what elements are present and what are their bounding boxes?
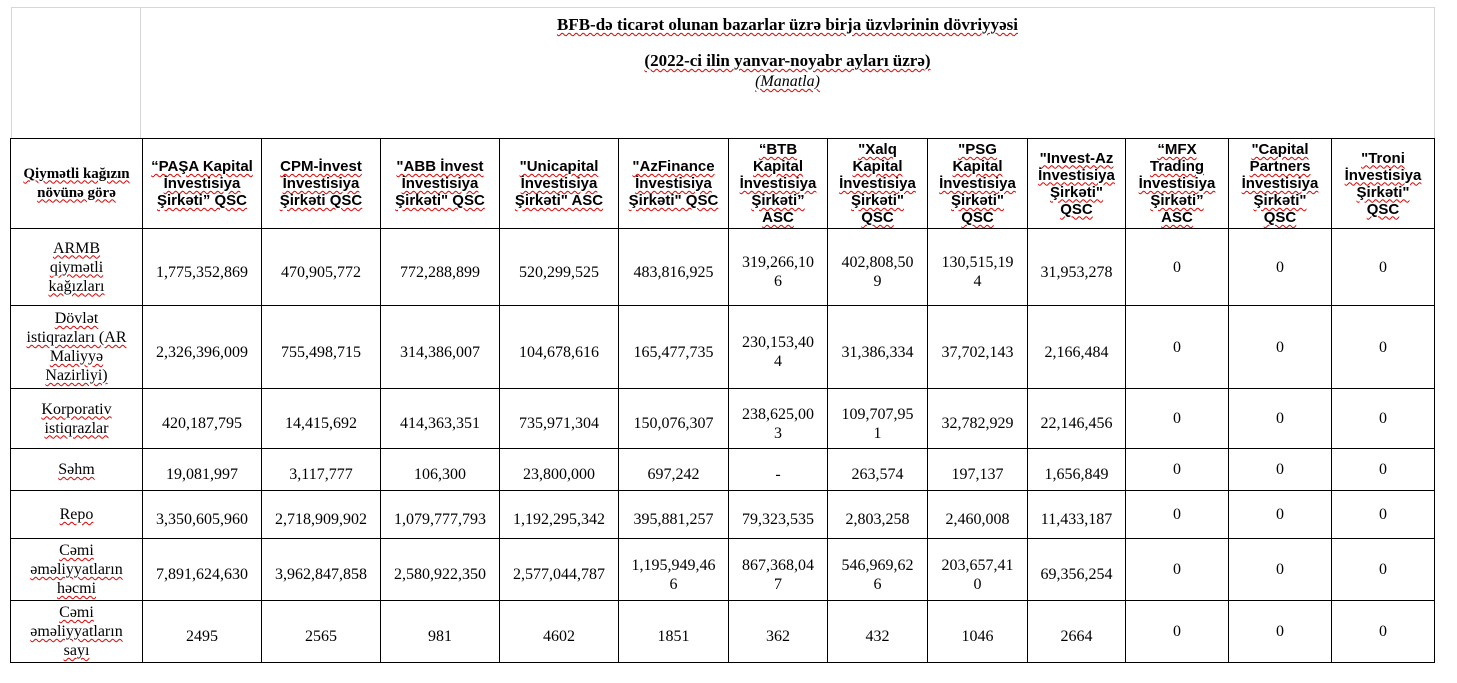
data-cell: 3,350,605,960: [143, 491, 262, 539]
document-subtitle: (2022-ci ilin yanvar-noyabr ayları üzrə): [644, 51, 931, 70]
data-cell: 109,707,951: [828, 389, 928, 449]
data-cell: 31,386,334: [828, 306, 928, 389]
row-label: Səhm: [11, 449, 143, 491]
data-cell: 23,800,000: [500, 449, 619, 491]
data-cell: 3,962,847,858: [262, 539, 381, 601]
row-label: Cəmi əməliyyatların sayı: [11, 601, 143, 663]
data-cell: 414,363,351: [381, 389, 500, 449]
data-cell: 772,288,899: [381, 229, 500, 306]
data-cell: 238,625,003: [729, 389, 828, 449]
data-cell: 1046: [928, 601, 1028, 663]
table-row: [11, 449, 1435, 491]
table-row: [11, 491, 1435, 539]
title-cell: [141, 8, 1434, 138]
table-row: [11, 306, 1435, 389]
title-block: [11, 7, 1435, 138]
column-header: "ABB İnvest İnvestisiya Şirkəti" QSC: [381, 139, 500, 229]
data-cell: 0: [1332, 601, 1435, 663]
data-cell: 0: [1126, 449, 1229, 491]
data-cell: 483,816,925: [619, 229, 729, 306]
data-cell: 0: [1332, 229, 1435, 306]
data-cell: 1,775,352,869: [143, 229, 262, 306]
data-cell: 0: [1229, 491, 1332, 539]
data-cell: 0: [1126, 306, 1229, 389]
column-header: “PAŞA Kapital İnvestisiya Şirkəti” QSC: [143, 139, 262, 229]
data-cell: 106,300: [381, 449, 500, 491]
data-cell: 432: [828, 601, 928, 663]
data-cell: 1,656,849: [1028, 449, 1126, 491]
data-cell: 230,153,404: [729, 306, 828, 389]
data-cell: 0: [1126, 389, 1229, 449]
data-cell: 2,718,909,902: [262, 491, 381, 539]
data-cell: -: [729, 449, 828, 491]
data-cell: 2,580,922,350: [381, 539, 500, 601]
data-cell: 203,657,410: [928, 539, 1028, 601]
row-label: Repo: [11, 491, 143, 539]
data-cell: 1,195,949,466: [619, 539, 729, 601]
row-label: ARMB qiymətli kağızları: [11, 229, 143, 306]
corner-header: Qiymətli kağızın növünə görə: [11, 139, 143, 229]
data-cell: 1,079,777,793: [381, 491, 500, 539]
data-cell: 150,076,307: [619, 389, 729, 449]
data-cell: 7,891,624,630: [143, 539, 262, 601]
data-cell: 0: [1229, 449, 1332, 491]
data-cell: 2565: [262, 601, 381, 663]
data-cell: 0: [1126, 601, 1229, 663]
column-header: "Invest-Az İnvestisiya Şirkəti" QSC: [1028, 139, 1126, 229]
data-cell: 0: [1229, 601, 1332, 663]
turnover-table: [10, 138, 1435, 663]
data-cell: 2,803,258: [828, 491, 928, 539]
data-cell: 32,782,929: [928, 389, 1028, 449]
title-gap: [141, 36, 1434, 50]
data-cell: 130,515,194: [928, 229, 1028, 306]
column-header: "Capital Partners İnvestisiya Şirkəti" QSC: [1229, 139, 1332, 229]
data-cell: 981: [381, 601, 500, 663]
column-header: "Troni İnvestisiya Şirkəti" QSC: [1332, 139, 1435, 229]
data-cell: 0: [1332, 449, 1435, 491]
data-cell: 0: [1229, 306, 1332, 389]
data-cell: 0: [1229, 229, 1332, 306]
column-header: "PSG Kapital İnvestisiya Şirkəti" QSC: [928, 139, 1028, 229]
data-cell: 1851: [619, 601, 729, 663]
table-row: [11, 389, 1435, 449]
header-row: [11, 139, 1435, 229]
title-left-empty-cell: [12, 8, 141, 138]
data-cell: 0: [1126, 491, 1229, 539]
data-cell: 11,433,187: [1028, 491, 1126, 539]
data-cell: 0: [1332, 389, 1435, 449]
data-cell: 1,192,295,342: [500, 491, 619, 539]
table-body: [11, 229, 1435, 663]
column-header: “BTB Kapital İnvestisiya Şirkəti” ASC: [729, 139, 828, 229]
data-cell: 470,905,772: [262, 229, 381, 306]
row-label: Cəmi əməliyyatların həcmi: [11, 539, 143, 601]
data-cell: 31,953,278: [1028, 229, 1126, 306]
data-cell: 735,971,304: [500, 389, 619, 449]
data-cell: 314,386,007: [381, 306, 500, 389]
data-cell: 197,137: [928, 449, 1028, 491]
data-cell: 319,266,106: [729, 229, 828, 306]
row-label: Dövlət istiqrazları (AR Maliyyə Nazirliyi): [11, 306, 143, 389]
data-cell: 22,146,456: [1028, 389, 1126, 449]
data-cell: 2,460,008: [928, 491, 1028, 539]
data-cell: 19,081,997: [143, 449, 262, 491]
data-cell: 0: [1332, 539, 1435, 601]
data-cell: 362: [729, 601, 828, 663]
data-cell: 2495: [143, 601, 262, 663]
table-row: [11, 601, 1435, 663]
column-header: "Unicapital İnvestisiya Şirkəti" ASC: [500, 139, 619, 229]
document-unit-note: (Manatla): [755, 73, 820, 90]
row-label: Korporativ istiqrazlar: [11, 389, 143, 449]
data-cell: 3,117,777: [262, 449, 381, 491]
data-cell: 104,678,616: [500, 306, 619, 389]
data-cell: 2,326,396,009: [143, 306, 262, 389]
data-cell: 4602: [500, 601, 619, 663]
data-cell: 14,415,692: [262, 389, 381, 449]
document-title: BFB-də ticarət olunan bazarlar üzrə birja üzvlərinin dövriyyəsi: [556, 15, 1018, 34]
column-header: CPM-İnvest İnvestisiya Şirkəti QSC: [262, 139, 381, 229]
data-cell: 165,477,735: [619, 306, 729, 389]
column-header: “MFX Trading İnvestisiya Şirkəti” ASC: [1126, 139, 1229, 229]
data-cell: 755,498,715: [262, 306, 381, 389]
data-cell: 2,577,044,787: [500, 539, 619, 601]
data-cell: 546,969,626: [828, 539, 928, 601]
table-row: [11, 229, 1435, 306]
data-cell: 520,299,525: [500, 229, 619, 306]
table-row: [11, 539, 1435, 601]
column-header: "Xalq Kapital İnvestisiya Şirkəti" QSC: [828, 139, 928, 229]
data-cell: 0: [1229, 389, 1332, 449]
data-cell: 69,356,254: [1028, 539, 1126, 601]
data-cell: 0: [1126, 539, 1229, 601]
data-cell: 2664: [1028, 601, 1126, 663]
data-cell: 395,881,257: [619, 491, 729, 539]
data-cell: 697,242: [619, 449, 729, 491]
data-cell: 0: [1332, 306, 1435, 389]
data-cell: 0: [1126, 229, 1229, 306]
data-cell: 2,166,484: [1028, 306, 1126, 389]
data-cell: 420,187,795: [143, 389, 262, 449]
data-cell: 263,574: [828, 449, 928, 491]
data-cell: 37,702,143: [928, 306, 1028, 389]
data-cell: 402,808,509: [828, 229, 928, 306]
data-cell: 0: [1229, 539, 1332, 601]
data-cell: 79,323,535: [729, 491, 828, 539]
column-header: "AzFinance İnvestisiya Şirkəti" QSC: [619, 139, 729, 229]
data-cell: 0: [1332, 491, 1435, 539]
data-cell: 867,368,047: [729, 539, 828, 601]
